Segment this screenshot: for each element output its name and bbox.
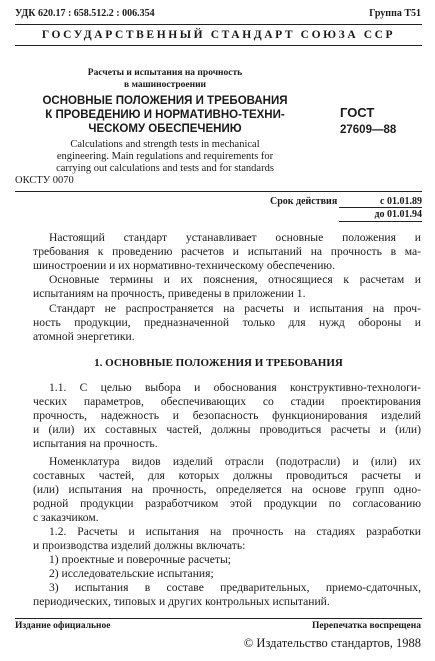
group-code: Группа Т51: [369, 8, 421, 19]
udk-code: УДК 620.17 : 658.512.2 : 006.354: [15, 8, 155, 19]
header-rule-top: [15, 24, 422, 25]
validity-separator: [339, 207, 422, 208]
list-item: периодических, типовых и других контрольных испытаний.: [33, 595, 330, 608]
intro-line: требования к проведению расчетов и испытаний на прочность в ма-: [33, 245, 421, 258]
body-line: ческих параметров, обеспечивающих со стадии проектирования: [33, 395, 421, 408]
title-line-1: ОСНОВНЫЕ ПОЛОЖЕНИЯ И ТРЕБОВАНИЯ: [42, 95, 288, 107]
body-line: 1.1. С целью выбора и обоснования конструктивно-технологи-: [49, 381, 421, 394]
body-line: 1.2. Расчеты и испытания на прочность на стадиях разработки: [49, 525, 421, 538]
intro-line: Основные термины и их пояснения, относящиеся к расчетам и: [49, 273, 421, 286]
title-line-3: ЧЕСКОМУ ОБЕСПЕЧЕНИЮ: [88, 123, 242, 135]
intro-line: Стандарт не распространяется на расчеты и испытания на проч-: [49, 302, 421, 315]
gost-number: 27609—88: [340, 124, 397, 136]
validity-underline: [339, 221, 422, 222]
body-line: испытания на прочность.: [33, 437, 158, 450]
reprint-prohibited-label: Перепечатка воспрещена: [311, 621, 421, 631]
intro-line: ность продукции, предназначенной только для нужд обороны и: [33, 316, 421, 329]
intro-line: испытаниям на прочность, приведены в приложении 1.: [33, 287, 306, 300]
title-line-2: К ПРОВЕДЕНИЮ И НОРМАТИВНО-ТЕХНИ-: [45, 109, 285, 121]
official-edition-label: Издание официальное: [15, 621, 111, 631]
intro-line: атомной энергетики.: [33, 330, 135, 343]
intro-line: шиностроении и их нормативно-техническому обеспечению.: [33, 259, 335, 272]
validity-to: до 01.01.94: [374, 209, 422, 220]
title-block-rule: [15, 191, 422, 192]
gost-label: ГОСТ: [340, 105, 375, 120]
category-line-2: в машиностроении: [123, 80, 207, 90]
standard-banner: ГОСУДАРСТВЕННЫЙ СТАНДАРТ СОЮЗА ССР: [41, 29, 396, 41]
body-line: и производства изделий должны включать:: [33, 539, 246, 552]
body-line: с заказчиком.: [33, 511, 99, 524]
english-title-line-1: Calculations and strength tests in mechanical: [70, 139, 260, 150]
category-line-1: Расчеты и испытания на прочность: [87, 68, 243, 78]
english-title-line-2: engineering. Main regulations and requirements for: [56, 151, 274, 162]
okstu-code: ОКСТУ 0070: [15, 175, 74, 186]
english-title-line-3: carrying out calculations and tests and for standards: [56, 163, 274, 174]
body-line: составных частей, для которых должны проводиться расчеты и: [33, 469, 421, 482]
list-item: 3) испытания в составе предварительных, приемо-сдаточных,: [49, 581, 421, 594]
intro-line: Настоящий стандарт устанавливает основные положения и: [49, 231, 421, 244]
body-line: (или) испытания на прочность, определяется на основе групп одно-: [33, 483, 421, 496]
header-rule-bottom: [15, 45, 422, 46]
validity-from: с 01.01.89: [380, 196, 422, 207]
copyright-line: © Издательство стандартов, 1988: [243, 636, 421, 650]
body-line: прочность, надежность и безопасность функционирования изделий: [33, 409, 421, 422]
validity-label: Срок действия: [270, 196, 338, 207]
body-line: и (или) их составных частей, должны проводиться расчеты и (или): [33, 423, 421, 436]
section-heading: 1. ОСНОВНЫЕ ПОЛОЖЕНИЯ И ТРЕБОВАНИЯ: [94, 357, 343, 369]
list-item: 1) проектные и поверочные расчеты;: [49, 553, 231, 566]
list-item: 2) исследовательские испытания;: [49, 567, 214, 580]
body-line: родной продукции разработчиком этой продукции по согласованию: [33, 497, 421, 510]
body-line: Номенклатура видов изделий отрасли (подотрасли) и (или) их: [49, 455, 421, 468]
footer-rule: [15, 618, 422, 619]
